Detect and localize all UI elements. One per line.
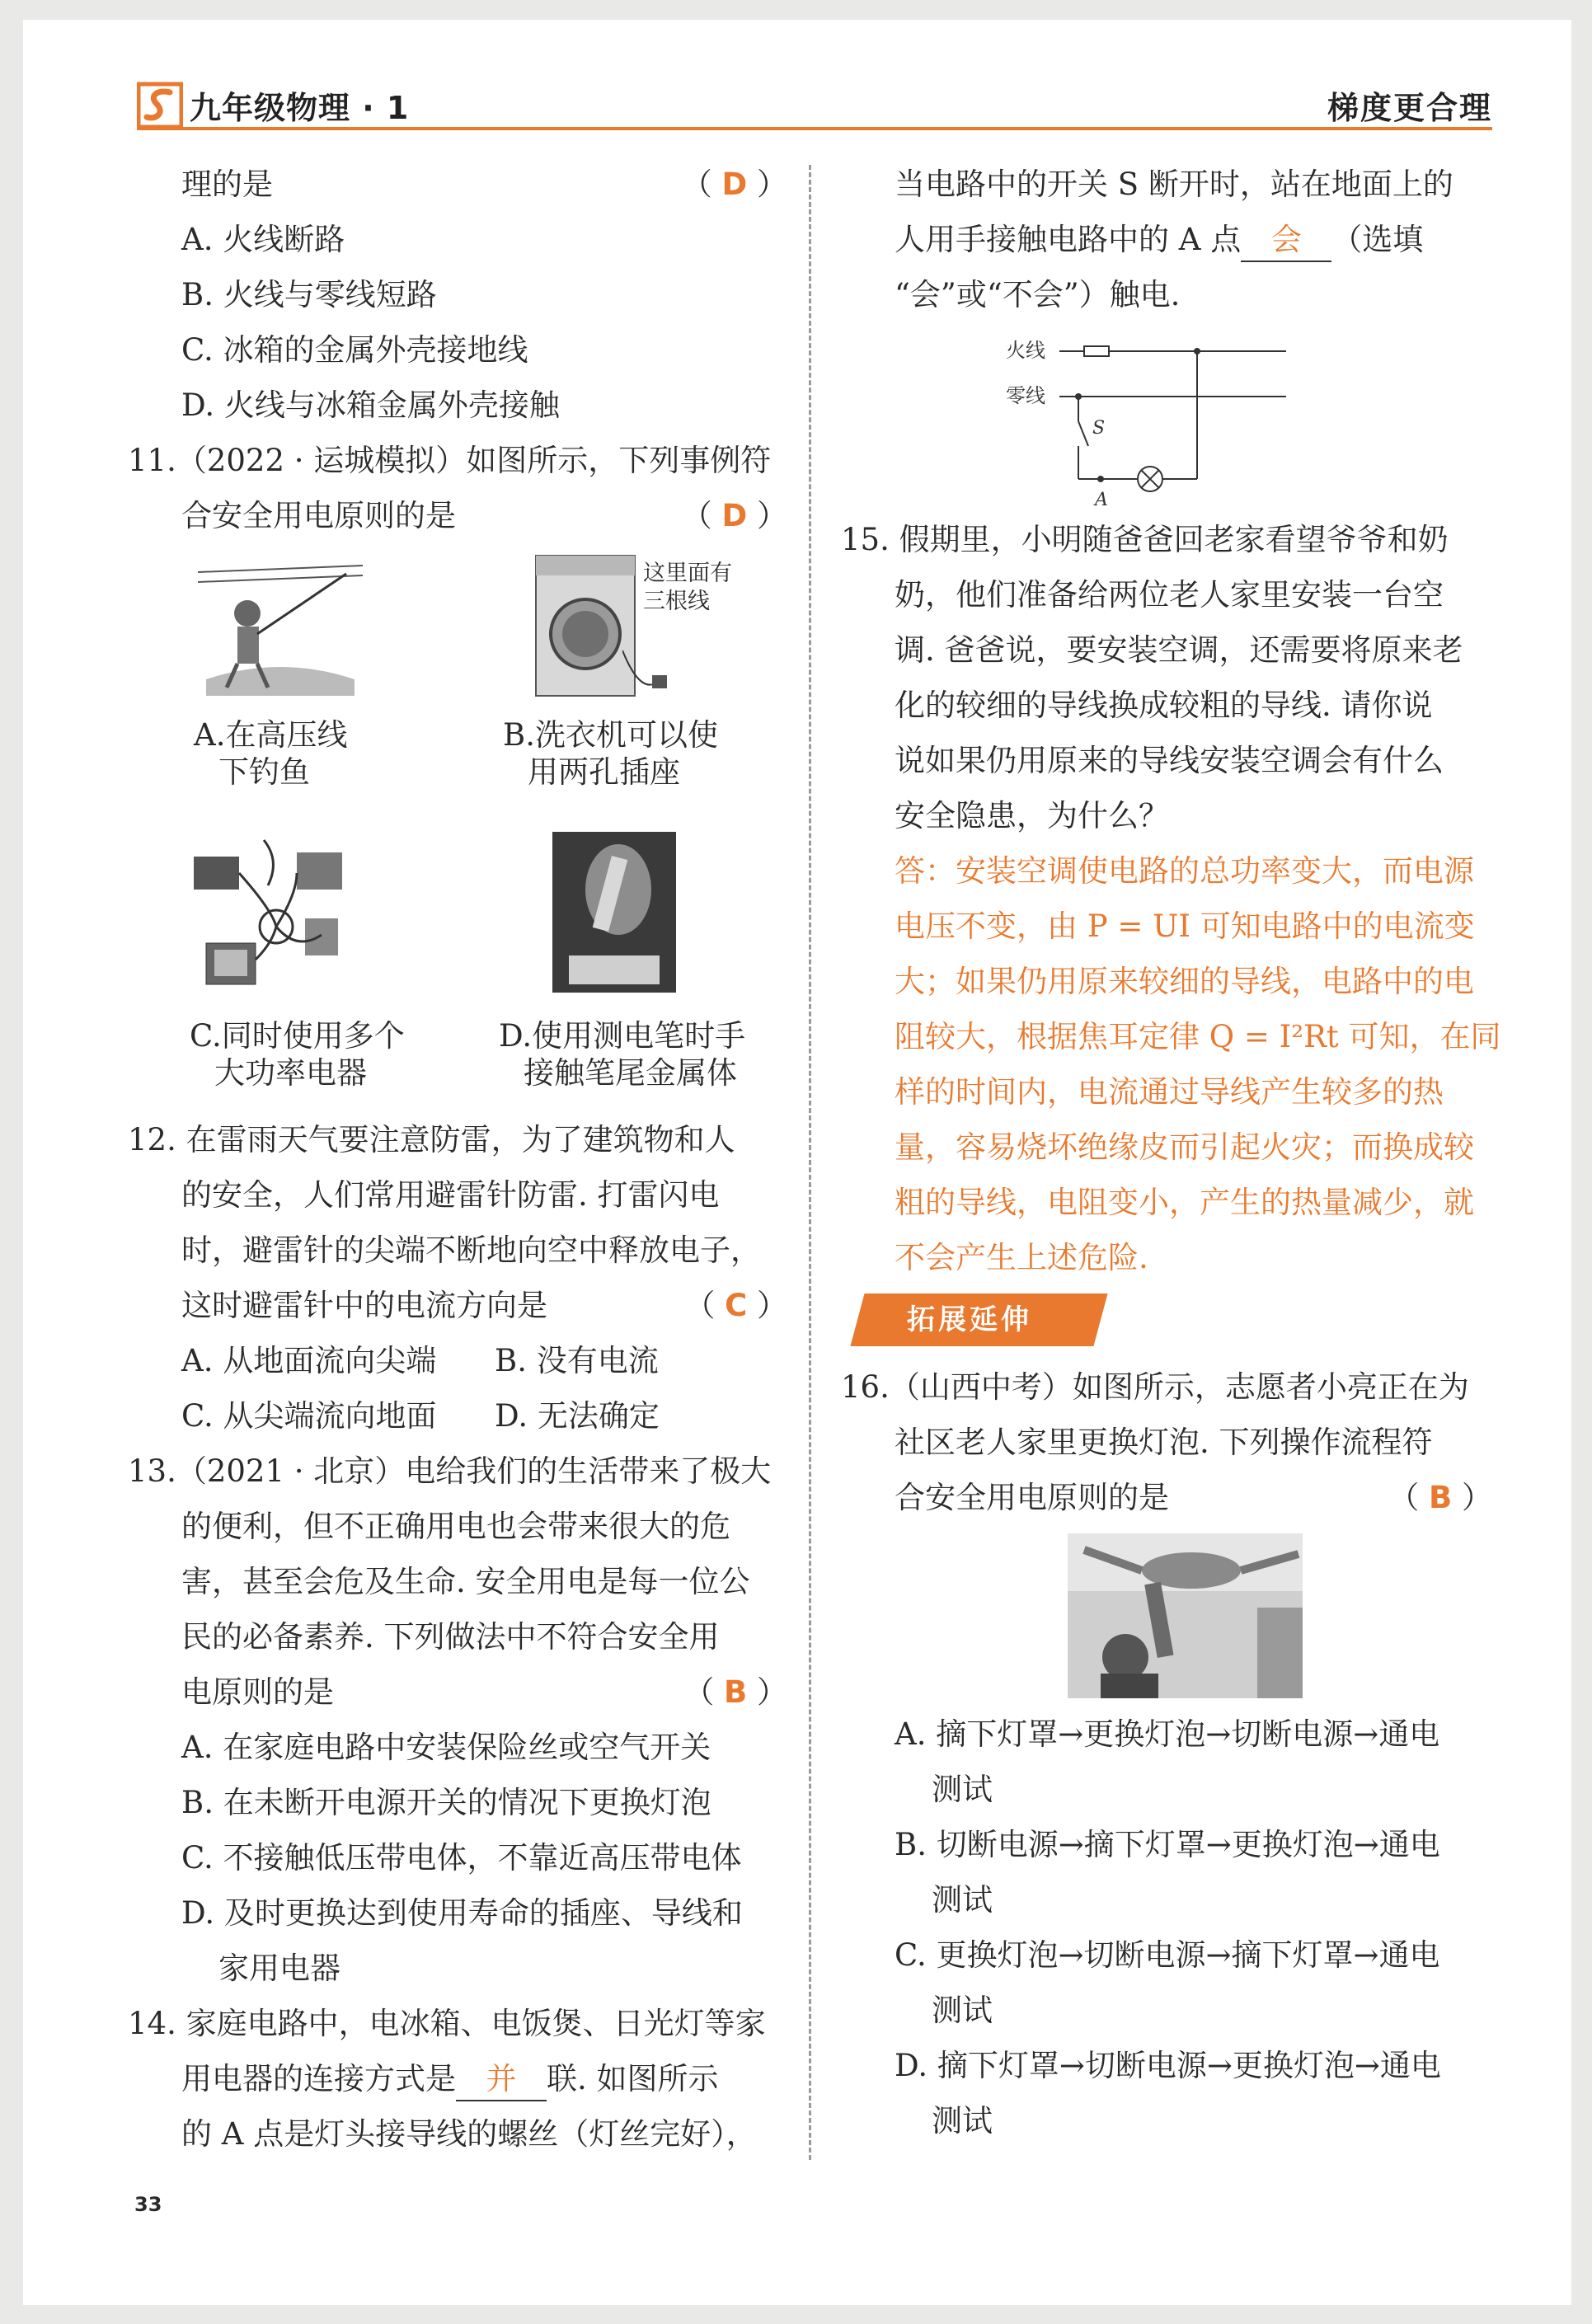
point-a-label: A [1095,490,1108,510]
q10-answer: D [721,167,748,202]
q16-stem: 合安全用电原则的是 （ B ） [841,1470,1492,1525]
answer-paren: （ D ） [681,167,787,202]
q15-answer-line: 量，容易烧坏绝缘皮而引起火灾；而换成较 [895,1129,1474,1165]
fishing-under-powerline-image [198,556,363,696]
series-slogan: 梯度更合理 [1327,90,1492,126]
q14-stem: 的 A 点是灯头接导线的螺丝（灯丝完好）， [181,2116,757,2152]
q16-option: A. 摘下灯罩→更换灯泡→切断电源→通电 [895,1716,1440,1752]
changing-bulb-photo [1068,1533,1303,1698]
q16-option-cont: 测试 [932,1993,993,2028]
q10-stem-cont: 理的是 （ D ） [128,157,787,212]
q15-answer-line: 阻较大，根据焦耳定律 Q = I²Rt 可知，在同 [895,1019,1501,1054]
q15-stem: 化的较细的导线换成较粗的导线. 请你说 [895,688,1433,723]
page-header [107,66,1492,132]
q11-stem: 合安全用电原则的是 （ D ） [128,488,787,543]
q12-stem: 这时避雷针中的电流方向是 （ C ） [128,1278,787,1333]
q12-stem: 12. 在雷雨天气要注意防雷，为了建筑物和人 [128,1122,735,1157]
q15-answer-line: 大；如果仍用原来较细的导线，电路中的电 [895,964,1474,999]
q15-answer-line: 不会产生上述危险. [895,1240,1148,1275]
q15-answer-line: 答：安装空调使电路的总功率变大，而电源 [895,853,1474,889]
q16-option-cont: 测试 [932,1882,993,1918]
many-appliances-image [190,836,363,993]
q12-options-row [128,1333,787,1388]
q14-stem: 用电器的连接方式是 并 联. 如图所示 [128,2051,787,2106]
q13-stem: 民的必备素养. 下列做法中不符合安全用 [181,1619,720,1655]
q11-figures-row2 [128,832,787,1112]
q13-option: C. 不接触低压带电体，不靠近高压带电体 [181,1840,742,1876]
q15-stem: 安全隐患，为什么？ [895,798,1169,833]
q13-stem: 的便利，但不正确用电也会带来很大的危 [181,1509,730,1544]
q13-option-cont: 家用电器 [218,1951,340,1986]
answer-paren: （ C ） [684,1288,787,1323]
q15-answer-line: 样的时间内，电流通过导线产生较多的热 [895,1074,1444,1110]
q12-stem: 的安全，人们常用避雷针防雷. 打雷闪电 [181,1177,720,1213]
q11-figures-row1 [128,543,787,832]
q14-fill-blank: 并 [456,2059,547,2101]
q11-caption-d: D.使用测电笔时手 接触笔尾金属体 [499,1018,746,1091]
q15-stem: 说如果仍用原来的导线安装空调会有什么 [895,743,1444,778]
circuit-svg [1006,322,1303,512]
fuse-icon [1084,346,1109,356]
q11-stem: 11.（2022 · 运城模拟）如图所示，下列事例符 [128,443,772,478]
q14-fill-blank-2: 会 [1241,219,1331,262]
section-banner [841,1285,1492,1359]
test-pen-photo [552,832,676,993]
q16-option: B. 切断电源→摘下灯罩→更换灯泡→通电 [895,1827,1440,1862]
q15-answer-line: 粗的导线，电阻变小，产生的热量减少，就 [895,1185,1474,1220]
header-rule [137,127,1492,130]
q14-circuit-diagram [841,322,1492,512]
q13-option: D. 及时更换达到使用寿命的插座、导线和 [181,1895,743,1931]
q14-stem: 14. 家庭电路中，电冰箱、电饭煲、日光灯等家 [128,2006,766,2041]
q12-options-row [128,1388,787,1444]
answer-paren: （ B ） [1388,1480,1492,1515]
q14-stem-cont: 当电路中的开关 S 断开时，站在地面上的 [895,167,1453,202]
q16-option-cont: 测试 [932,2103,993,2139]
q11-answer: D [721,498,748,533]
q16-option: D. 摘下灯罩→切断电源→更换灯泡→通电 [895,2048,1441,2083]
q16-stem: 社区老人家里更换灯泡. 下列操作流程符 [895,1425,1433,1460]
page-number: 33 [134,2193,162,2216]
logo-icon [137,81,183,129]
q11-caption-b: B.洗衣机可以使 用两孔插座 [503,717,718,790]
q16-option-cont: 测试 [932,1772,993,1807]
book-title: 九年级物理 · 1 [190,90,410,126]
q10-option: C. 冰箱的金属外壳接地线 [181,332,528,368]
left-column [128,157,787,2162]
q12-answer: C [725,1288,748,1323]
answer-paren: （ B ） [683,1674,787,1710]
q13-option: A. 在家庭电路中安装保险丝或空气开关 [181,1730,711,1765]
q13-stem: 电原则的是 （ B ） [128,1664,787,1720]
q11-caption-c: C.同时使用多个 大功率电器 [190,1018,405,1091]
right-column [841,157,1501,2148]
q10-option: D. 火线与冰箱金属外壳接触 [181,387,560,423]
q14-stem-cont: 人用手接触电路中的 A 点 会 （选填 [841,212,1492,267]
section-banner-label: 拓展延伸 [907,1303,1032,1336]
q13-option: B. 在未断开电源开关的情况下更换灯泡 [181,1785,711,1820]
q16-figure [841,1525,1492,1707]
switch-icon [1078,421,1088,446]
q12-option-b: B. 没有电流 [495,1343,659,1378]
q11-caption-a: A.在高压线 下钓鱼 [194,717,348,790]
q15-stem: 调. 爸爸说，要安装空调，还需要将原来老 [895,632,1463,668]
live-wire-label: 火线 [1006,339,1045,362]
column-divider [809,165,811,2160]
switch-label: S [1092,418,1106,439]
q16-option: C. 更换灯泡→切断电源→摘下灯罩→通电 [895,1937,1440,1973]
q15-answer-line: 电压不变，由 P = UI 可知电路中的电流变 [895,908,1475,944]
q15-stem: 奶，他们准备给两位老人家里安装一台空 [895,577,1444,613]
q12-option-c: C. 从尖端流向地面 [181,1398,437,1434]
q12-stem: 时，避雷针的尖端不断地向空中释放电子， [181,1232,761,1268]
q15-stem: 15. 假期里，小明随爸爸回老家看望爷爷和奶 [841,522,1449,557]
neutral-wire-label: 零线 [1006,384,1045,407]
q11-b-note: 这里面有 三根线 [643,561,732,614]
q12-option-d: D. 无法确定 [495,1398,660,1434]
answer-paren: （ D ） [681,498,787,533]
q10-option: A. 火线断路 [181,222,345,257]
q10-option: B. 火线与零线短路 [181,277,437,312]
q12-option-a: A. 从地面流向尖端 [181,1343,437,1378]
plug-cord-icon [622,642,672,700]
q13-stem: 13.（2021 · 北京）电给我们的生活带来了极大 [128,1453,772,1489]
q13-answer: B [724,1674,748,1710]
q14-stem-cont: “会”或“不会”）触电. [895,277,1181,312]
q16-stem: 16.（山西中考）如图所示，志愿者小亮正在为 [841,1369,1469,1405]
q16-answer: B [1429,1480,1453,1515]
q13-stem: 害，甚至会危及生命. 安全用电是每一位公 [181,1564,750,1599]
